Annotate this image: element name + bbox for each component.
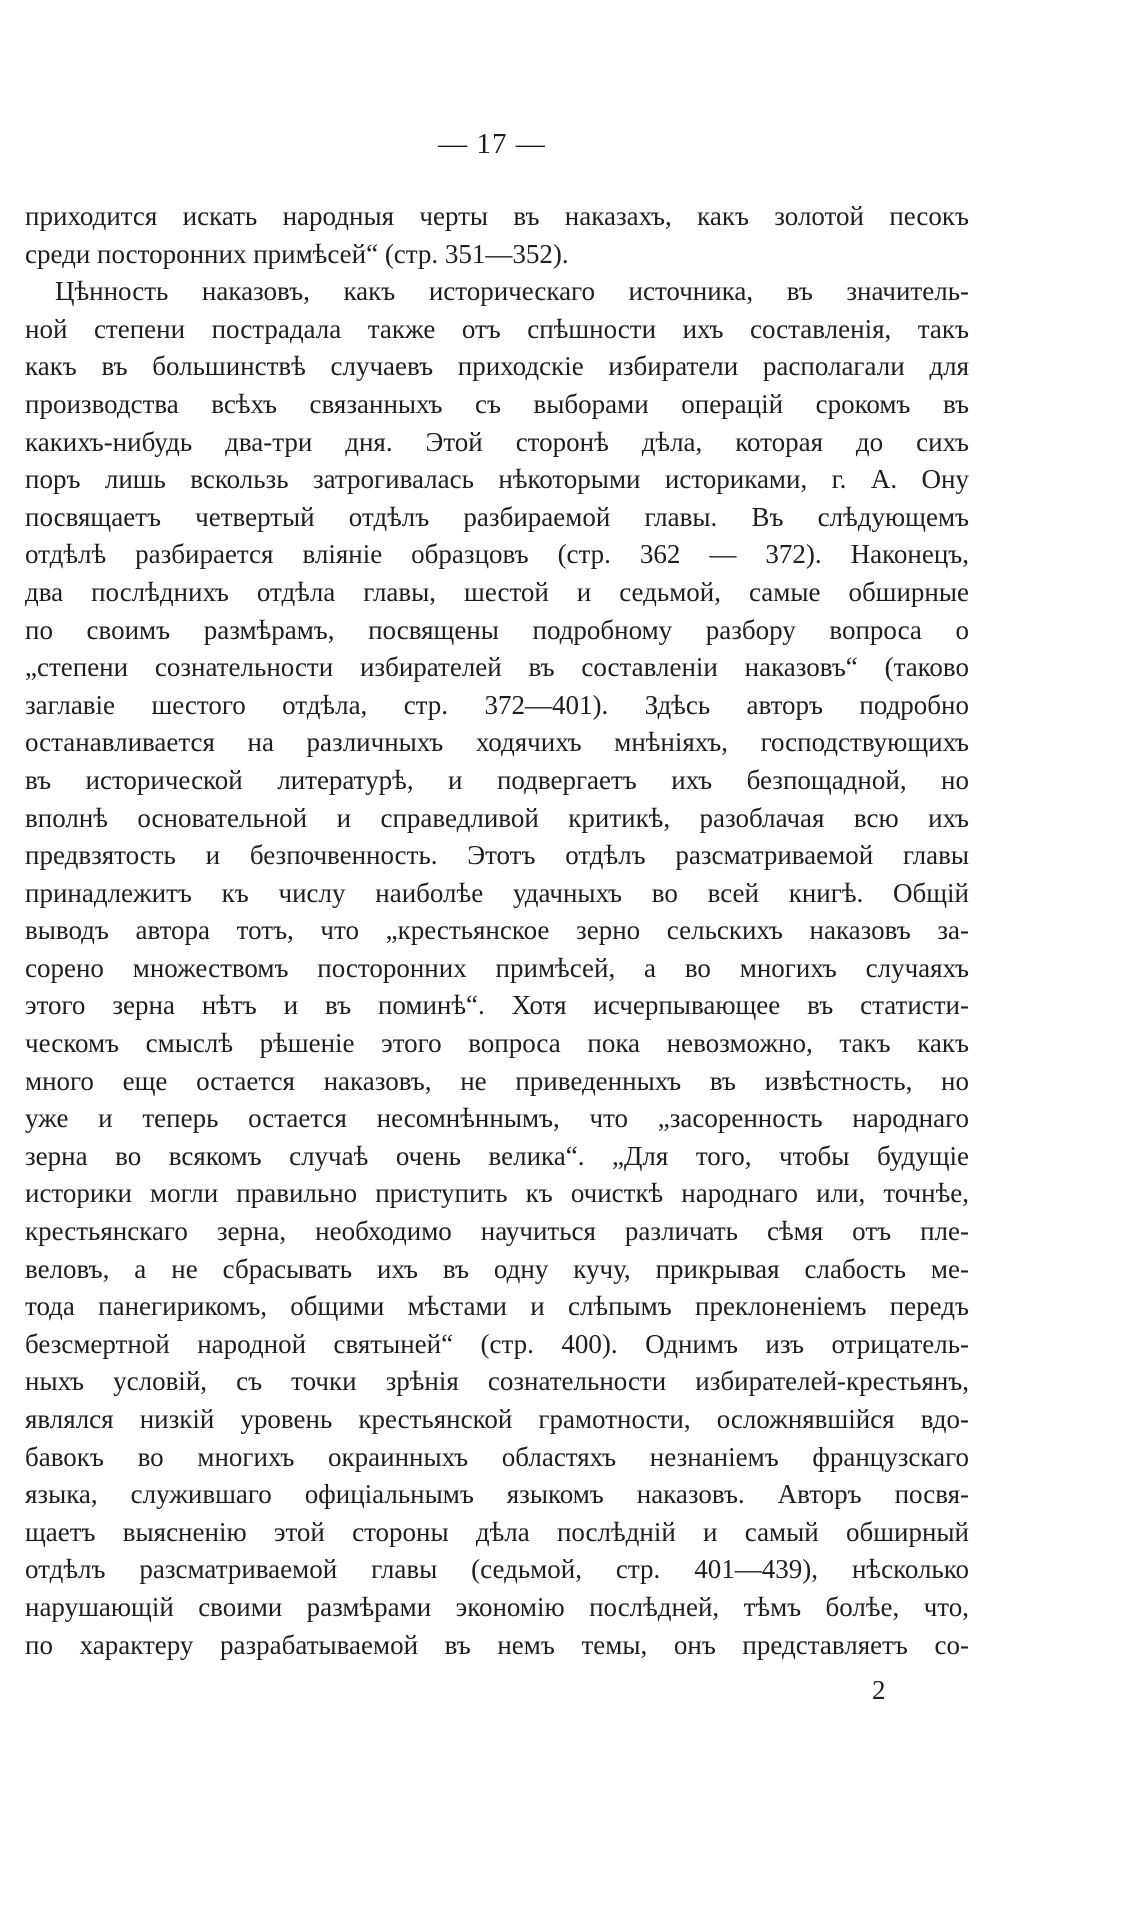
text-line: тода панегирикомъ, общими мѣстами и слѣпымъ преклоненіемъ передъ [25,1291,969,1322]
text-line: отдѣлѣ разбирается вліяніе образцовъ (стр. 362 — 372). Наконецъ, [25,539,969,570]
page-number: — 17 — [438,128,546,160]
text-line: посвящаетъ четвертый отдѣлъ разбираемой главы. Въ слѣдующемъ [25,501,969,532]
text-line: среди посторонних примѣсей“ (стр. 351—352). [25,238,569,269]
text-line: по характеру разрабатываемой въ немъ темы, онъ представляетъ со- [25,1629,969,1660]
text-line: ныхъ условій, съ точки зрѣнія сознательности избирателей-крестьянъ, [25,1366,969,1397]
text-line: останавливается на различныхъ ходячихъ мнѣніяхъ, господствующихъ [25,727,969,758]
paragraph [25,198,969,273]
text-line: предвзятость и безпочвенность. Этотъ отдѣлъ разсматриваемой главы [25,840,969,871]
text-line: приходится искать народныя черты въ наказахъ, какъ золотой песокъ [25,201,969,231]
text-line: сорено множествомъ посторонних примѣсей, а во многихъ случаяхъ [25,952,969,983]
text-line: много еще остается наказовъ, не приведенныхъ въ извѣстность, но [25,1065,969,1096]
text-line: являлся низкій уровень крестьянской грамотности, осложнявшійся вдо- [25,1404,969,1434]
text-line: какихъ-нибудь два-три дня. Этой сторонѣ дѣла, которая до сихъ [25,426,969,457]
text-line: въ исторической литературѣ, и подвергаетъ ихъ безпощадной, но [25,764,969,795]
text-line: вполнѣ основательной и справедливой критикѣ, разоблачая всю ихъ [25,802,969,833]
text-line: по своимъ размѣрамъ, посвящены подробному разбору вопроса о [25,614,969,645]
text-line: принадлежитъ къ числу наиболѣе удачныхъ во всей книгѣ. Общій [25,877,969,908]
paragraph [25,273,969,1664]
text-line: отдѣлъ разсматриваемой главы (седьмой, стр. 401—439), нѣсколько [25,1554,969,1585]
text-line: какъ въ большинствѣ случаевъ приходскіе избиратели располагали для [25,351,969,382]
text-line: щаетъ выясненію этой стороны дѣла послѣдній и самый обширный [25,1516,969,1547]
text-line: уже и теперь остается несомнѣннымъ, что „засоренность народнаго [25,1103,969,1134]
text-line: нарушающій своими размѣрами экономію послѣдней, тѣмъ болѣе, что, [25,1591,969,1622]
text-line: заглавіе шестого отдѣла, стр. 372—401). Здѣсь авторъ подробно [25,689,969,720]
text-line: историки могли правильно приступить къ очисткѣ народнаго или, точнѣе, [25,1178,969,1209]
text-line: этого зерна нѣтъ и въ поминѣ“. Хотя исчерпывающее въ статисти- [25,990,969,1021]
text-line: ной степени пострадала также отъ спѣшности ихъ составленія, такъ [25,313,969,344]
text-line: выводъ автора тотъ, что „крестьянское зерно сельскихъ наказовъ за- [25,915,969,946]
text-line: два послѣднихъ отдѣла главы, шестой и седьмой, самые обширные [25,576,969,607]
text-line: производства всѣхъ связанныхъ съ выборами операцій срокомъ въ [25,388,969,419]
text-line: „степени сознательности избирателей въ составленіи наказовъ“ (таково [25,652,969,683]
text-line: Цѣнность наказовъ, какъ историческаго источника, въ значитель- [55,276,969,307]
signature-mark: 2 [872,1675,886,1705]
text-line: поръ лишь вскользь затрогивалась нѣкоторыми историками, г. А. Ону [25,464,969,495]
text-line: веловъ, а не сбрасывать ихъ въ одну кучу, прикрывая слабость ме- [25,1253,969,1284]
text-line: ческомъ смыслѣ рѣшеніе этого вопроса пока невозможно, такъ какъ [25,1028,969,1059]
body-text [25,198,969,1664]
text-line: языка, служившаго офиціальнымъ языкомъ наказовъ. Авторъ посвя- [25,1479,969,1510]
text-line: безсмертной народной святыней“ (стр. 400). Однимъ изъ отрицатель- [25,1328,969,1359]
text-line: бавокъ во многихъ окраинныхъ областяхъ незнаніемъ французскаго [25,1441,969,1472]
text-line: зерна во всякомъ случаѣ очень велика“. „Для того, чтобы будущіе [25,1140,969,1171]
text-line: крестьянскаго зерна, необходимо научиться различать сѣмя отъ пле- [25,1216,969,1247]
